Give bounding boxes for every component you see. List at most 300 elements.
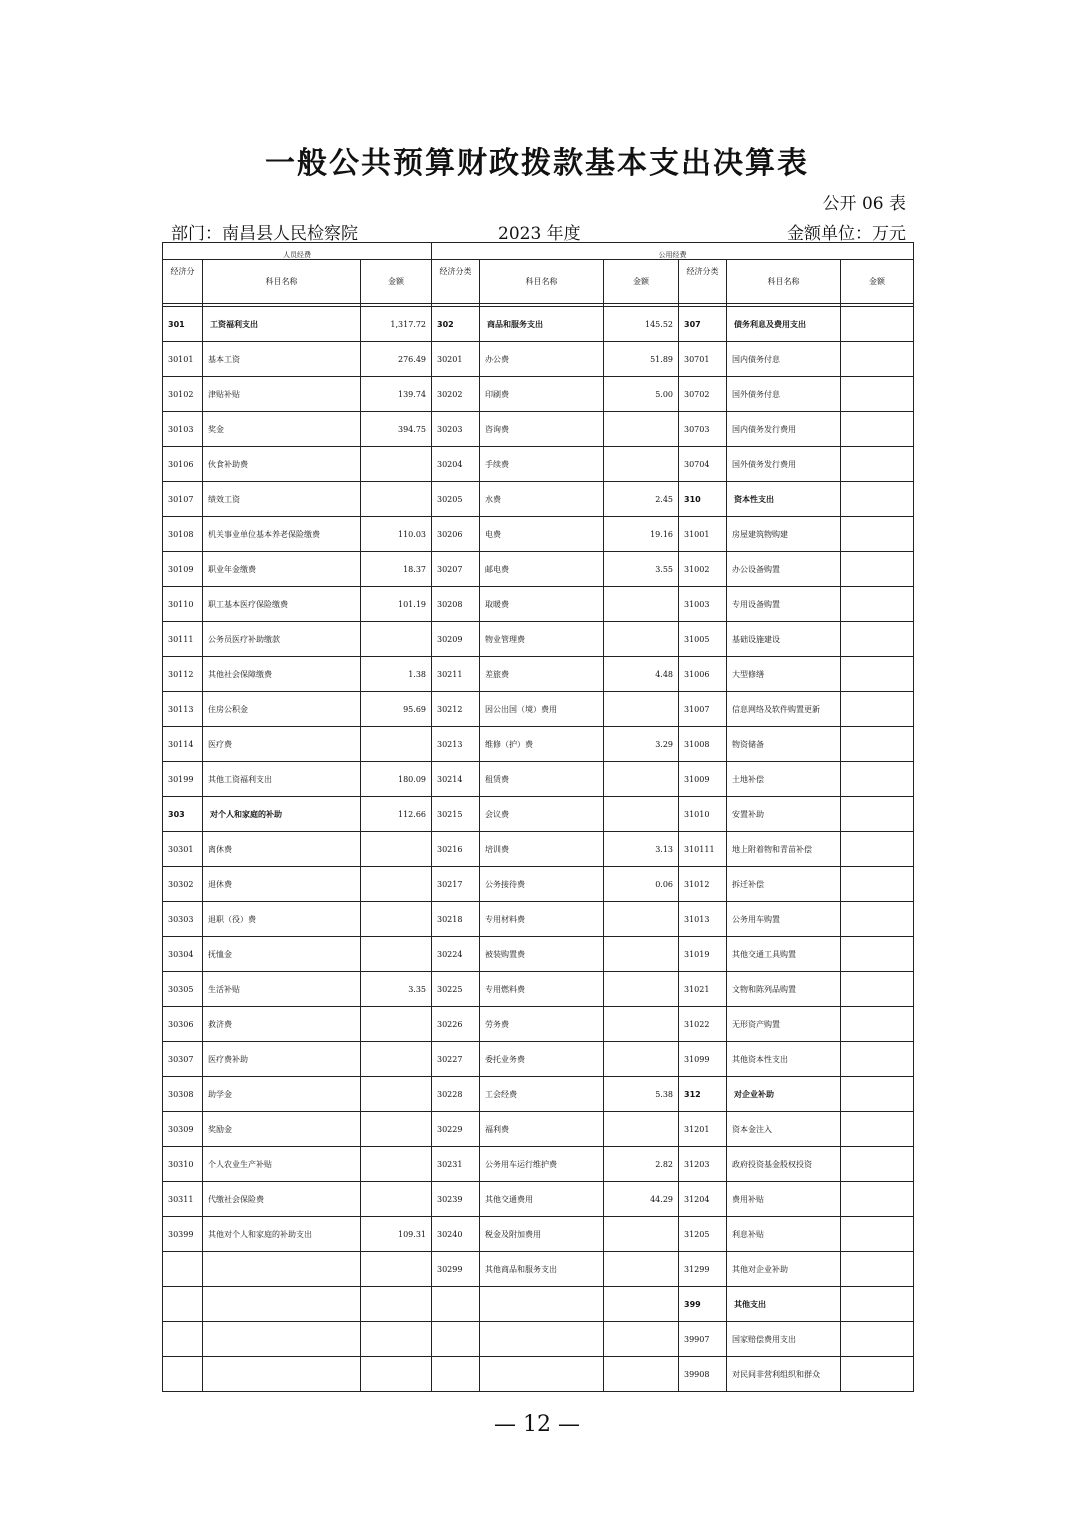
table-row (163, 377, 914, 412)
cell-name (203, 1287, 361, 1322)
cell-code: 30201 (432, 342, 480, 377)
form-number: 公开 06 表 (822, 194, 906, 214)
cell-name: 手续费 (480, 447, 604, 482)
cell-amount: 180.09 (361, 762, 432, 797)
page-title: 一般公共预算财政拨款基本支出决算表 (265, 146, 809, 181)
table-row (163, 1147, 914, 1182)
cell-amount (604, 1042, 679, 1077)
cell-code: 31003 (679, 587, 727, 622)
cell-code: 30211 (432, 657, 480, 692)
cell-amount (361, 1182, 432, 1217)
cell-code: 30225 (432, 972, 480, 1007)
cell-name: 房屋建筑物购建 (727, 517, 841, 552)
table-row (163, 1287, 914, 1322)
cell-code (432, 1287, 480, 1322)
cell-name: 安置补助 (727, 797, 841, 832)
cell-amount (841, 447, 914, 482)
cell-amount (604, 412, 679, 447)
cell-code: 30301 (163, 832, 203, 867)
cell-name: 退职（役）费 (203, 902, 361, 937)
cell-code: 30311 (163, 1182, 203, 1217)
cell-code: 30306 (163, 1007, 203, 1042)
col-header-code: 经济分类 (432, 260, 480, 304)
table-row (163, 622, 914, 657)
cell-amount (604, 1112, 679, 1147)
cell-amount: 95.69 (361, 692, 432, 727)
cell-code: 301 (163, 307, 203, 342)
cell-amount (841, 1077, 914, 1112)
table-row (163, 832, 914, 867)
cell-name: 地上附着物和青苗补偿 (727, 832, 841, 867)
table-row (163, 412, 914, 447)
cell-code: 30114 (163, 727, 203, 762)
cell-amount (841, 412, 914, 447)
cell-name: 专用材料费 (480, 902, 604, 937)
cell-amount (841, 657, 914, 692)
cell-name: 劳务费 (480, 1007, 604, 1042)
cell-code: 31205 (679, 1217, 727, 1252)
cell-amount (361, 727, 432, 762)
cell-code: 30704 (679, 447, 727, 482)
col-header-amount: 金额 (361, 260, 432, 304)
table-row (163, 972, 914, 1007)
cell-amount: 18.37 (361, 552, 432, 587)
cell-name: 被装购置费 (480, 937, 604, 972)
cell-name: 伙食补助费 (203, 447, 361, 482)
cell-amount (841, 937, 914, 972)
cell-code (163, 1357, 203, 1392)
cell-name: 工会经费 (480, 1077, 604, 1112)
cell-code: 399 (679, 1287, 727, 1322)
cell-code (163, 1287, 203, 1322)
cell-amount (841, 307, 914, 342)
cell-name: 抚恤金 (203, 937, 361, 972)
cell-name: 助学金 (203, 1077, 361, 1112)
cell-amount (361, 937, 432, 972)
cell-code: 30240 (432, 1217, 480, 1252)
table-row (163, 762, 914, 797)
cell-amount (841, 1182, 914, 1217)
table-row (163, 1182, 914, 1217)
cell-code (163, 1252, 203, 1287)
cell-name: 国内债务付息 (727, 342, 841, 377)
cell-amount: 3.55 (604, 552, 679, 587)
cell-amount: 3.35 (361, 972, 432, 1007)
table-row (163, 587, 914, 622)
cell-code: 30209 (432, 622, 480, 657)
cell-code: 31203 (679, 1147, 727, 1182)
cell-amount (361, 1252, 432, 1287)
cell-code: 39907 (679, 1322, 727, 1357)
cell-name: 工资福利支出 (203, 307, 361, 342)
cell-name: 职工基本医疗保险缴费 (203, 587, 361, 622)
cell-name: 专用燃料费 (480, 972, 604, 1007)
cell-code: 30206 (432, 517, 480, 552)
group-header-personnel: 人员经费 (163, 243, 432, 260)
cell-code: 31012 (679, 867, 727, 902)
cell-name: 国外债务发行费用 (727, 447, 841, 482)
cell-code: 31019 (679, 937, 727, 972)
cell-amount: 112.66 (361, 797, 432, 832)
cell-amount: 4.48 (604, 657, 679, 692)
cell-code: 31022 (679, 1007, 727, 1042)
cell-name: 税金及附加费用 (480, 1217, 604, 1252)
cell-amount (604, 1217, 679, 1252)
cell-code: 30214 (432, 762, 480, 797)
cell-amount (841, 972, 914, 1007)
cell-code: 30231 (432, 1147, 480, 1182)
cell-amount (841, 762, 914, 797)
cell-name: 其他工资福利支出 (203, 762, 361, 797)
cell-name: 国家赔偿费用支出 (727, 1322, 841, 1357)
cell-code: 30309 (163, 1112, 203, 1147)
cell-name: 费用补贴 (727, 1182, 841, 1217)
cell-code: 30113 (163, 692, 203, 727)
cell-amount (361, 832, 432, 867)
col-header-code: 经济分 (163, 260, 203, 304)
table-row (163, 342, 914, 377)
cell-code: 30399 (163, 1217, 203, 1252)
table-row (163, 1217, 914, 1252)
cell-amount: 5.38 (604, 1077, 679, 1112)
cell-amount (841, 1357, 914, 1392)
table-row (163, 1077, 914, 1112)
cell-amount: 101.19 (361, 587, 432, 622)
cell-amount (841, 832, 914, 867)
cell-amount (361, 1042, 432, 1077)
table-row (163, 797, 914, 832)
cell-name: 医疗费补助 (203, 1042, 361, 1077)
cell-amount (361, 622, 432, 657)
cell-amount (604, 1287, 679, 1322)
cell-name: 维修（护）费 (480, 727, 604, 762)
cell-amount (841, 482, 914, 517)
cell-code: 312 (679, 1077, 727, 1112)
cell-name: 无形资产购置 (727, 1007, 841, 1042)
col-header-amount: 金额 (604, 260, 679, 304)
table-row (163, 657, 914, 692)
cell-name: 福利费 (480, 1112, 604, 1147)
col-header-name: 科目名称 (727, 260, 841, 304)
cell-name: 绩效工资 (203, 482, 361, 517)
cell-amount (604, 972, 679, 1007)
cell-amount: 276.49 (361, 342, 432, 377)
cell-code: 302 (432, 307, 480, 342)
cell-code: 30216 (432, 832, 480, 867)
department-label: 部门：南昌县人民检察院 (171, 224, 358, 244)
cell-amount: 145.52 (604, 307, 679, 342)
cell-code: 303 (163, 797, 203, 832)
cell-code: 31299 (679, 1252, 727, 1287)
cell-name: 专用设备购置 (727, 587, 841, 622)
cell-amount (604, 622, 679, 657)
cell-amount (361, 482, 432, 517)
cell-amount: 110.03 (361, 517, 432, 552)
cell-code: 30308 (163, 1077, 203, 1112)
cell-code: 31204 (679, 1182, 727, 1217)
cell-name (480, 1357, 604, 1392)
cell-code: 31002 (679, 552, 727, 587)
cell-code: 30299 (432, 1252, 480, 1287)
cell-name: 取暖费 (480, 587, 604, 622)
cell-amount (604, 902, 679, 937)
cell-code: 30229 (432, 1112, 480, 1147)
cell-amount (841, 1217, 914, 1252)
cell-amount: 44.29 (604, 1182, 679, 1217)
cell-code: 31006 (679, 657, 727, 692)
cell-name: 其他商品和服务支出 (480, 1252, 604, 1287)
cell-code: 30302 (163, 867, 203, 902)
page-number: — 12 — (494, 1412, 580, 1437)
cell-name: 债务利息及费用支出 (727, 307, 841, 342)
cell-amount: 139.74 (361, 377, 432, 412)
cell-name: 其他资本性支出 (727, 1042, 841, 1077)
cell-amount (361, 902, 432, 937)
cell-code: 30212 (432, 692, 480, 727)
amount-unit-label: 金额单位：万元 (787, 224, 906, 244)
cell-code: 30239 (432, 1182, 480, 1217)
cell-code: 30111 (163, 622, 203, 657)
table-row (163, 1357, 914, 1392)
cell-code: 30227 (432, 1042, 480, 1077)
table-row (163, 937, 914, 972)
cell-amount (604, 762, 679, 797)
cell-amount: 19.16 (604, 517, 679, 552)
cell-amount (841, 622, 914, 657)
cell-amount (841, 342, 914, 377)
cell-name: 对民间非营利组织和群众 (727, 1357, 841, 1392)
cell-name: 印刷费 (480, 377, 604, 412)
cell-code: 30224 (432, 937, 480, 972)
cell-amount: 2.82 (604, 1147, 679, 1182)
cell-code: 30109 (163, 552, 203, 587)
cell-code: 30202 (432, 377, 480, 412)
cell-name: 生活补贴 (203, 972, 361, 1007)
cell-name (203, 1252, 361, 1287)
cell-code: 310 (679, 482, 727, 517)
cell-amount (841, 1042, 914, 1077)
cell-name: 电费 (480, 517, 604, 552)
table-row (163, 482, 914, 517)
cell-name: 政府投资基金股权投资 (727, 1147, 841, 1182)
cell-name: 住房公积金 (203, 692, 361, 727)
cell-amount: 3.13 (604, 832, 679, 867)
cell-name: 个人农业生产补贴 (203, 1147, 361, 1182)
cell-amount (841, 552, 914, 587)
cell-code: 30103 (163, 412, 203, 447)
cell-code: 30207 (432, 552, 480, 587)
cell-name: 资本性支出 (727, 482, 841, 517)
cell-name: 其他交通工具购置 (727, 937, 841, 972)
cell-amount (604, 1252, 679, 1287)
cell-amount: 3.29 (604, 727, 679, 762)
cell-name: 文物和陈列品购置 (727, 972, 841, 1007)
cell-name: 会议费 (480, 797, 604, 832)
cell-name: 邮电费 (480, 552, 604, 587)
cell-code: 30205 (432, 482, 480, 517)
cell-name: 国外债务付息 (727, 377, 841, 412)
cell-name: 津贴补贴 (203, 377, 361, 412)
table-row (163, 307, 914, 342)
cell-name: 奖励金 (203, 1112, 361, 1147)
cell-name (480, 1287, 604, 1322)
cell-name: 基础设施建设 (727, 622, 841, 657)
cell-code: 31007 (679, 692, 727, 727)
cell-name: 代缴社会保险费 (203, 1182, 361, 1217)
cell-amount (361, 1077, 432, 1112)
cell-name: 其他支出 (727, 1287, 841, 1322)
table-row (163, 447, 914, 482)
table-row (163, 692, 914, 727)
cell-name: 其他对企业补助 (727, 1252, 841, 1287)
cell-name: 其他社会保障缴费 (203, 657, 361, 692)
cell-code: 30203 (432, 412, 480, 447)
cell-name (203, 1357, 361, 1392)
cell-code: 31010 (679, 797, 727, 832)
table-row (163, 517, 914, 552)
cell-name: 培训费 (480, 832, 604, 867)
fiscal-year-label: 2023 年度 (498, 224, 581, 244)
cell-code: 30215 (432, 797, 480, 832)
cell-amount (604, 1357, 679, 1392)
cell-code (163, 1322, 203, 1357)
cell-code: 30218 (432, 902, 480, 937)
cell-code: 31009 (679, 762, 727, 797)
table-row (163, 1007, 914, 1042)
col-header-code: 经济分类 (679, 260, 727, 304)
table-row (163, 1042, 914, 1077)
table-row (163, 1322, 914, 1357)
cell-name: 奖金 (203, 412, 361, 447)
cell-name: 物业管理费 (480, 622, 604, 657)
cell-name: 水费 (480, 482, 604, 517)
cell-code: 30307 (163, 1042, 203, 1077)
cell-code: 30702 (679, 377, 727, 412)
cell-code: 30703 (679, 412, 727, 447)
cell-amount: 1.38 (361, 657, 432, 692)
cell-code: 30226 (432, 1007, 480, 1042)
cell-amount (604, 797, 679, 832)
table-row (163, 902, 914, 937)
cell-name: 对企业补助 (727, 1077, 841, 1112)
cell-name: 国内债务发行费用 (727, 412, 841, 447)
cell-name: 差旅费 (480, 657, 604, 692)
cell-code: 30303 (163, 902, 203, 937)
cell-amount: 1,317.72 (361, 307, 432, 342)
cell-amount (604, 587, 679, 622)
cell-amount (604, 1322, 679, 1357)
cell-name: 基本工资 (203, 342, 361, 377)
cell-code: 30101 (163, 342, 203, 377)
cell-amount (841, 1007, 914, 1042)
cell-code: 30108 (163, 517, 203, 552)
cell-name: 土地补偿 (727, 762, 841, 797)
cell-code: 31001 (679, 517, 727, 552)
cell-name: 商品和服务支出 (480, 307, 604, 342)
col-header-name: 科目名称 (203, 260, 361, 304)
cell-code: 30107 (163, 482, 203, 517)
cell-code: 30213 (432, 727, 480, 762)
cell-code: 31201 (679, 1112, 727, 1147)
cell-name: 咨询费 (480, 412, 604, 447)
cell-amount (841, 1322, 914, 1357)
cell-name: 公务接待费 (480, 867, 604, 902)
cell-amount (841, 1147, 914, 1182)
cell-code: 31005 (679, 622, 727, 657)
cell-amount (841, 1252, 914, 1287)
cell-amount (841, 1287, 914, 1322)
cell-amount (841, 727, 914, 762)
table-row (163, 552, 914, 587)
cell-amount: 51.89 (604, 342, 679, 377)
cell-amount (604, 447, 679, 482)
table-row (163, 867, 914, 902)
cell-code: 30204 (432, 447, 480, 482)
cell-code: 31021 (679, 972, 727, 1007)
cell-amount (841, 587, 914, 622)
cell-amount (841, 692, 914, 727)
cell-amount (841, 377, 914, 412)
cell-name: 退休费 (203, 867, 361, 902)
cell-amount (841, 517, 914, 552)
cell-name: 办公费 (480, 342, 604, 377)
cell-name: 利息补贴 (727, 1217, 841, 1252)
cell-name: 资本金注入 (727, 1112, 841, 1147)
cell-name: 公务用车购置 (727, 902, 841, 937)
cell-name: 办公设备购置 (727, 552, 841, 587)
cell-code: 310111 (679, 832, 727, 867)
expenditure-table (162, 242, 914, 1392)
cell-amount: 2.45 (604, 482, 679, 517)
cell-name (480, 1322, 604, 1357)
cell-amount (841, 797, 914, 832)
cell-code: 31008 (679, 727, 727, 762)
cell-code: 307 (679, 307, 727, 342)
cell-amount (841, 902, 914, 937)
cell-code: 30106 (163, 447, 203, 482)
cell-amount: 5.00 (604, 377, 679, 412)
cell-amount (841, 867, 914, 902)
cell-code: 30102 (163, 377, 203, 412)
table-row (163, 1252, 914, 1287)
cell-name: 其他对个人和家庭的补助支出 (203, 1217, 361, 1252)
cell-name: 因公出国（境）费用 (480, 692, 604, 727)
cell-name: 救济费 (203, 1007, 361, 1042)
cell-name: 公务员医疗补助缴款 (203, 622, 361, 657)
cell-name: 委托业务费 (480, 1042, 604, 1077)
cell-amount (361, 867, 432, 902)
cell-name: 物资储备 (727, 727, 841, 762)
cell-amount (361, 1287, 432, 1322)
group-header-public: 公用经费 (432, 243, 914, 260)
table-row (163, 1112, 914, 1147)
cell-name (203, 1322, 361, 1357)
cell-amount (361, 1147, 432, 1182)
cell-code: 30305 (163, 972, 203, 1007)
cell-code: 31099 (679, 1042, 727, 1077)
cell-name: 离休费 (203, 832, 361, 867)
cell-code (432, 1322, 480, 1357)
cell-amount (361, 1112, 432, 1147)
cell-name: 医疗费 (203, 727, 361, 762)
cell-code: 30110 (163, 587, 203, 622)
cell-amount: 0.06 (604, 867, 679, 902)
col-header-name: 科目名称 (480, 260, 604, 304)
cell-code: 30304 (163, 937, 203, 972)
cell-code: 30310 (163, 1147, 203, 1182)
cell-name: 职业年金缴费 (203, 552, 361, 587)
cell-amount (604, 1007, 679, 1042)
